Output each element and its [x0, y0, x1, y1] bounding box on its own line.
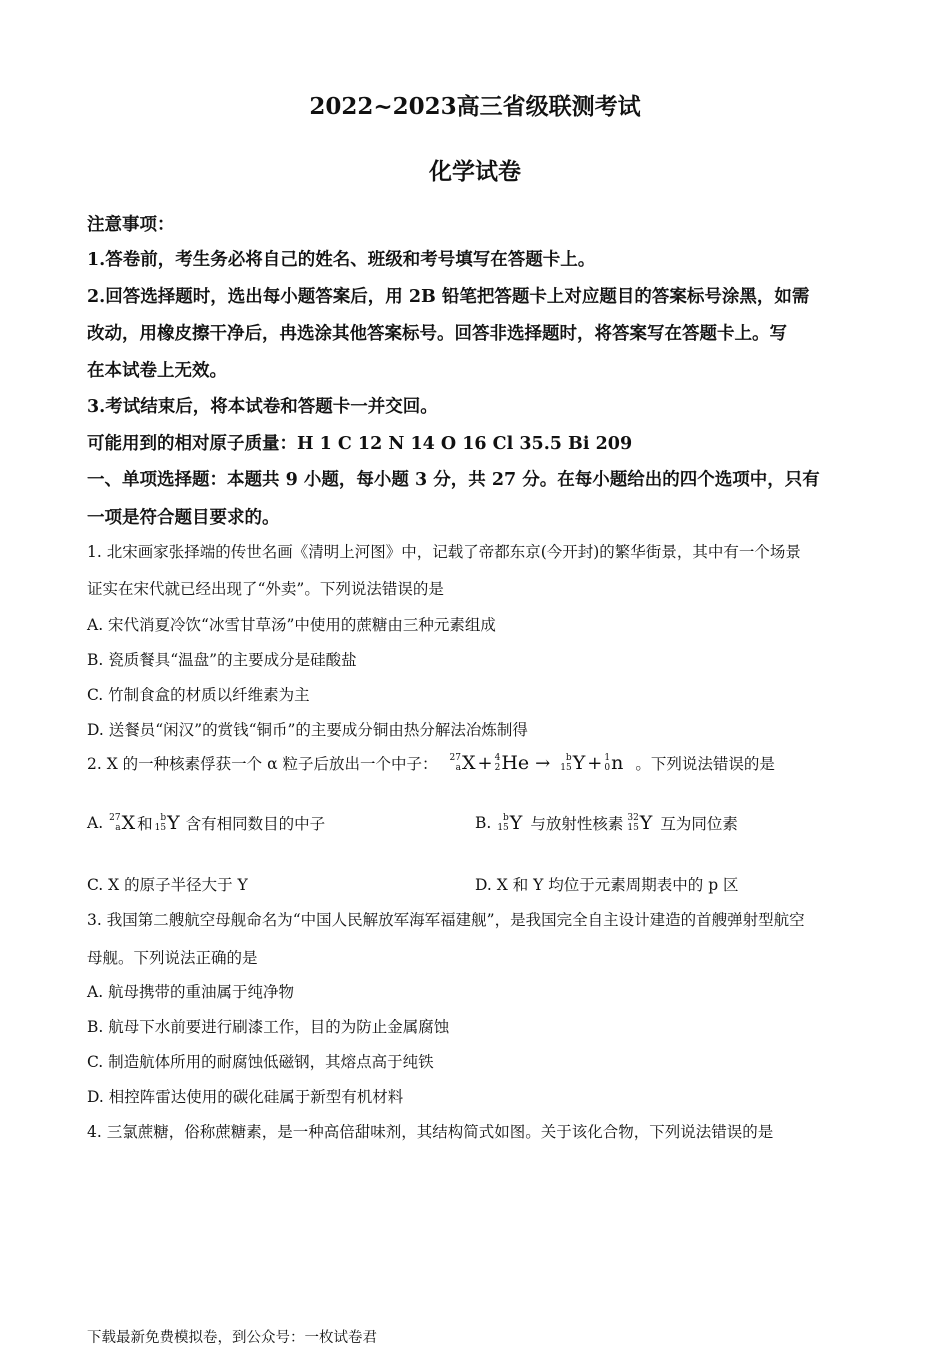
q2a-x-mass: 27	[109, 813, 121, 823]
notice-item-2-line-2: 改动，用橡皮擦干净后，冉选涂其他答案标号。回答非选择题时，将答案写在答题卡上。写	[87, 324, 787, 344]
section-1-line-2: 一项是符合题目要求的。	[87, 508, 280, 528]
q3-option-d: D. 相控阵雷达使用的碳化硅属于新型有机材料	[87, 1088, 404, 1106]
notice-item-2-line-3: 在本试卷上无效。	[87, 361, 227, 381]
exam-subtitle: 化学试卷	[429, 158, 521, 185]
notice-item-2-line-1: 2.回答选择题时，选出每小题答案后，用 2B 铅笔把答题卡上对应题目的答案标号涂黑，如需	[87, 287, 810, 307]
q2-option-b	[475, 812, 738, 834]
q1-option-a: A. 宋代消夏冷饮“冰雪甘草汤”中使用的蔗糖由三种元素组成	[87, 616, 496, 634]
q2-option-a-label: A.	[87, 814, 104, 832]
eq-x-numbers	[450, 753, 461, 773]
q2a-and: 和	[137, 815, 153, 833]
q1-option-d: D. 送餐员“闲汉”的赏钱“铜币”的主要成分铜由热分解法冶炼制得	[87, 721, 528, 739]
q3-option-c: C. 制造航体所用的耐腐蚀低磁钢，其熔点高于纯铁	[87, 1053, 434, 1071]
notice-item-3: 3.考试结束后，将本试卷和答题卡一并交回。	[87, 397, 438, 417]
eq-x-number: a	[455, 763, 461, 773]
q2b-y2-number: 15	[627, 823, 639, 833]
eq-n-symbol: n	[611, 752, 624, 774]
q1-stem-line-1: 1. 北宋画家张择端的传世名画《清明上河图》中，记载了帝都东京(今开封)的繁华街景，其中有一个场景	[87, 543, 801, 561]
q3-stem-line-1: 3. 我国第二艘航空母舰命名为“中国人民解放军海军福建舰”，是我国完全自主设计建造的首艘弹射型航空	[87, 911, 805, 929]
eq-y-number: 15	[560, 763, 572, 773]
eq-n-mass: 1	[604, 753, 611, 763]
q2-option-b-label: B.	[475, 814, 492, 832]
q2-option-d: D. X 和 Y 均位于元素周期表中的 p 区	[475, 876, 739, 894]
q4-stem: 4. 三氯蔗糖，俗称蔗糖素，是一种高倍甜味剂，其结构简式如图。关于该化合物，下列说法错误的是	[87, 1123, 774, 1141]
q2b-y-symbol: Y	[509, 812, 523, 834]
q1-option-c: C. 竹制食盒的材质以纤维素为主	[87, 686, 310, 704]
q2b-y2-numbers	[627, 813, 638, 833]
q2b-y2-symbol: Y	[639, 812, 653, 834]
notice-item-1: 1.答卷前，考生务必将自己的姓名、班级和考号填写在答题卡上。	[87, 250, 596, 270]
q2b-text-2: 互为同位素	[660, 815, 738, 833]
q2b-y2-mass: 32	[627, 813, 639, 823]
q2a-y-symbol: Y	[167, 812, 180, 834]
eq-y-mass: b	[565, 753, 572, 763]
eq-arrow: →	[535, 752, 551, 774]
eq-he-numbers	[495, 753, 501, 773]
eq-he-number: 2	[494, 763, 501, 773]
eq-x-mass: 27	[449, 753, 461, 763]
q2a-y-numbers	[155, 813, 166, 833]
atomic-masses: 可能用到的相对原子质量：H 1 C 12 N 14 O 16 Cl 35.5 Bi 209	[87, 434, 633, 454]
q2a-text: 含有相同数目的中子	[185, 815, 326, 833]
q2b-y-number: 15	[497, 823, 509, 833]
q2a-x-number: a	[115, 823, 121, 833]
exam-title: 2022~2023高三省级联测考试	[309, 93, 641, 120]
q2-option-a	[87, 812, 325, 834]
q2-option-c: C. X 的原子半径大于 Y	[87, 876, 248, 894]
q3-option-b: B. 航母下水前要进行刷漆工作，目的为防止金属腐蚀	[87, 1018, 450, 1036]
q1-stem-line-2: 证实在宋代就已经出现了“外卖”。下列说法错误的是	[87, 580, 444, 598]
q2-stem-post: 。下列说法错误的是	[635, 755, 775, 773]
eq-n-number: 0	[604, 763, 611, 773]
q2-stem	[87, 752, 775, 774]
eq-plus-1: +	[477, 752, 493, 774]
eq-he-symbol: He	[501, 752, 530, 774]
q2a-x-numbers	[109, 813, 120, 833]
q2b-y-mass: b	[503, 813, 509, 823]
q2b-text-1: 与放射性核素	[530, 815, 624, 833]
eq-plus-2: +	[587, 752, 603, 774]
eq-y-numbers	[560, 753, 571, 773]
eq-he-mass: 4	[494, 753, 501, 763]
eq-x-symbol: X	[461, 752, 476, 774]
section-1-line-1: 一、单项选择题：本题共 9 小题，每小题 3 分，共 27 分。在每小题给出的四个选项中，只有	[87, 470, 820, 490]
q2a-y-number: 15	[154, 823, 167, 833]
q2b-y-numbers	[497, 813, 508, 833]
nuclear-equation	[450, 752, 624, 774]
footer-note: 下载最新免费模拟卷，到公众号：一枚试卷君	[87, 1330, 377, 1346]
q2-stem-pre: 2. X 的一种核素俘获一个 α 粒子后放出一个中子：	[87, 755, 438, 773]
q3-option-a: A. 航母携带的重油属于纯净物	[87, 983, 295, 1001]
eq-y-symbol: Y	[572, 752, 586, 774]
q1-option-b: B. 瓷质餐具“温盘”的主要成分是硅酸盐	[87, 651, 357, 669]
q2a-x-symbol: X	[121, 812, 136, 834]
q2a-y-mass: b	[160, 813, 167, 823]
notice-heading: 注意事项：	[87, 215, 175, 235]
q3-stem-line-2: 母舰。下列说法正确的是	[87, 949, 258, 967]
eq-n-numbers	[604, 753, 610, 773]
